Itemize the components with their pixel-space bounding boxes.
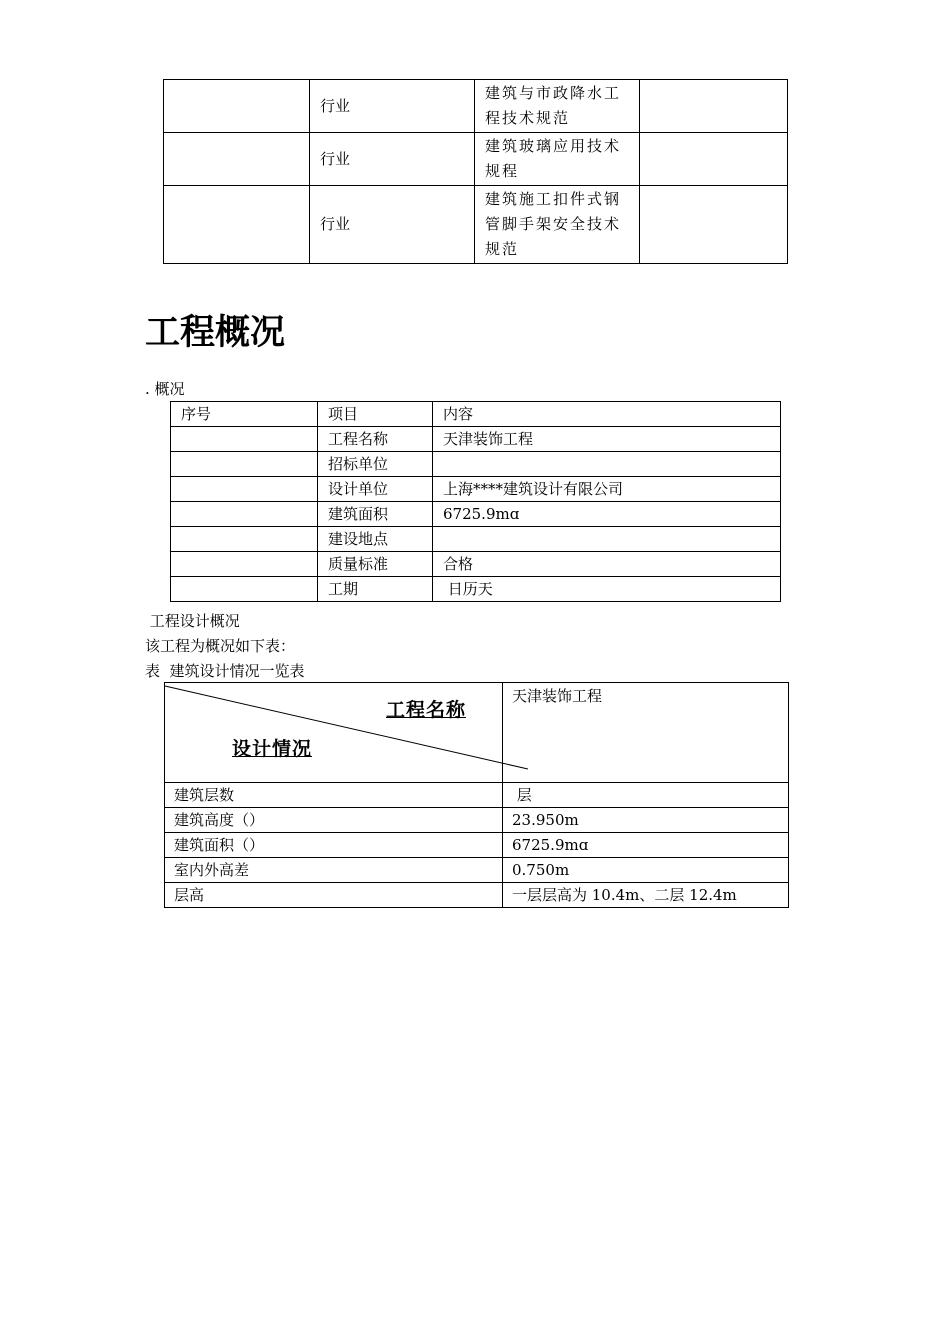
design-table: [164, 682, 789, 908]
row-item: 工期: [318, 577, 433, 602]
standard-level: 行业: [310, 133, 475, 186]
row-item: 设计单位: [318, 477, 433, 502]
row-content: [433, 527, 781, 552]
row-label: 建筑面积（）: [165, 833, 503, 858]
standards-table: [163, 79, 788, 264]
row-content: 上海****建筑设计有限公司: [433, 477, 781, 502]
header-cell: 序号: [171, 402, 318, 427]
row-label: 室内外高差: [165, 858, 503, 883]
row-number: [171, 477, 318, 502]
overview-table: [170, 401, 781, 602]
table-row: [165, 783, 789, 808]
table-row: [171, 577, 781, 602]
row-item: 建筑面积: [318, 502, 433, 527]
row-number: [171, 527, 318, 552]
row-value: 层: [503, 783, 789, 808]
standard-code: [164, 133, 310, 186]
standard-note: [640, 133, 788, 186]
row-content: 日历天: [433, 577, 781, 602]
table-row: [171, 477, 781, 502]
overview-label: . 概况: [145, 380, 185, 398]
row-value: 23.950m: [503, 808, 789, 833]
row-item: 质量标准: [318, 552, 433, 577]
row-item: 招标单位: [318, 452, 433, 477]
row-content: [433, 452, 781, 477]
row-item: 建设地点: [318, 527, 433, 552]
table-header-row: [165, 683, 789, 783]
design-caption: 表 建筑设计情况一览表: [145, 662, 305, 680]
corner-bottom-label: 设计情况: [232, 738, 313, 760]
standard-name: 建筑与市政降水工程技术规范: [475, 80, 640, 133]
table-row: [164, 133, 788, 186]
table-row: [165, 883, 789, 908]
standard-code: [164, 186, 310, 264]
standard-name: 建筑玻璃应用技术规程: [475, 133, 640, 186]
table-row: [171, 527, 781, 552]
standard-level: 行业: [310, 186, 475, 264]
standard-note: [640, 186, 788, 264]
row-number: [171, 427, 318, 452]
row-content: 天津装饰工程: [433, 427, 781, 452]
row-item: 工程名称: [318, 427, 433, 452]
row-number: [171, 552, 318, 577]
row-number: [171, 577, 318, 602]
row-number: [171, 502, 318, 527]
table-row: [171, 552, 781, 577]
row-label: 建筑高度（）: [165, 808, 503, 833]
table-row: [171, 427, 781, 452]
row-value: 0.750m: [503, 858, 789, 883]
diagonal-header-cell: [165, 683, 503, 783]
table-row: [165, 808, 789, 833]
row-label: 层高: [165, 883, 503, 908]
project-name-cell: 天津装饰工程: [503, 683, 789, 783]
row-content: 合格: [433, 552, 781, 577]
table-row: [165, 833, 789, 858]
standard-name: 建筑施工扣件式钢管脚手架安全技术规范: [475, 186, 640, 264]
row-value: 一层层高为 10.4m、二层 12.4m: [503, 883, 789, 908]
row-number: [171, 452, 318, 477]
standard-code: [164, 80, 310, 133]
row-content: 6725.9mɑ: [433, 502, 781, 527]
table-row: [171, 502, 781, 527]
table-row: [164, 80, 788, 133]
standard-level: 行业: [310, 80, 475, 133]
section-heading: 工程概况: [145, 313, 286, 353]
row-value: 6725.9mɑ: [503, 833, 789, 858]
row-label: 建筑层数: [165, 783, 503, 808]
header-cell: 项目: [318, 402, 433, 427]
standard-note: [640, 80, 788, 133]
table-header-row: [171, 402, 781, 427]
table-row: [164, 186, 788, 264]
corner-top-label: 工程名称: [386, 699, 467, 721]
table-row: [171, 452, 781, 477]
design-intro: 该工程为概况如下表：: [145, 637, 296, 655]
design-label: 工程设计概况: [145, 612, 240, 630]
table-row: [165, 858, 789, 883]
header-cell: 内容: [433, 402, 781, 427]
